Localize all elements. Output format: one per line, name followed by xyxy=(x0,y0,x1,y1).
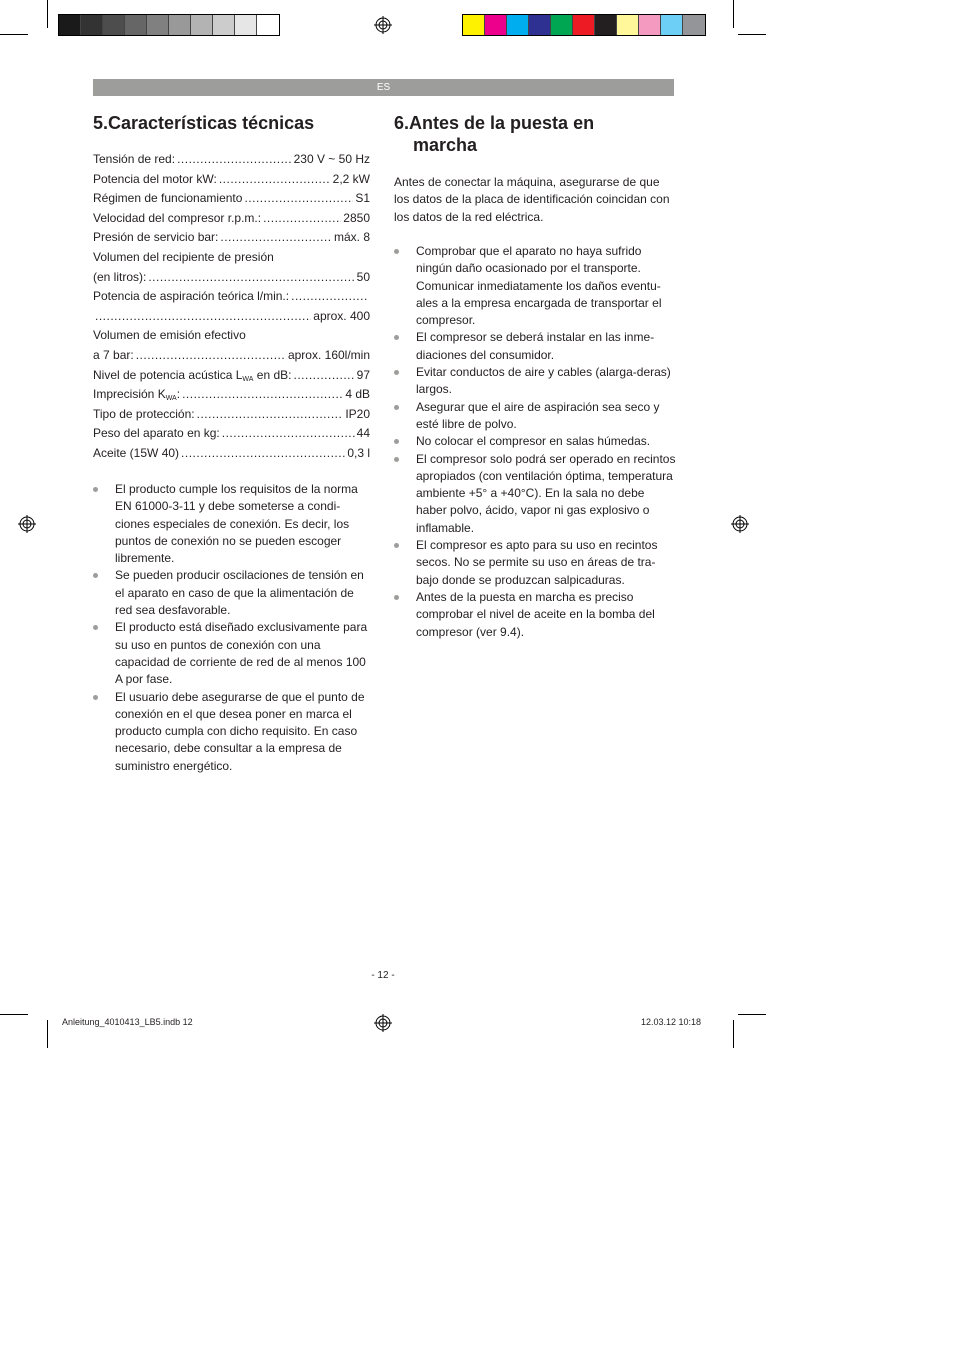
spec-label-text: Volumen de emisión efectivo xyxy=(93,328,246,343)
color-swatch xyxy=(507,15,529,35)
bullet-item xyxy=(394,537,678,589)
section-6-bullet-list xyxy=(394,243,678,641)
dot-leader xyxy=(148,268,354,288)
spec-label-text: a 7 bar: xyxy=(93,347,134,362)
bullet-item xyxy=(394,451,678,537)
spec-row xyxy=(93,424,370,444)
crop-mark xyxy=(0,1014,28,1015)
dot-leader xyxy=(219,170,331,190)
bullet-dot-icon xyxy=(394,405,399,410)
spec-row xyxy=(93,346,370,366)
section-number: 5. xyxy=(93,113,109,133)
bullet-text: Se pueden producir oscilaciones de tensión en el aparato en caso de que la alimentación de red sea desfavorable. xyxy=(115,568,364,618)
grey-swatch xyxy=(257,15,279,35)
bullet-text: El producto está diseñado exclusivamente para su uso en puntos de conexión con una capacidad de corriente de red de al menos 100 A por fase. xyxy=(115,620,368,687)
grey-swatch xyxy=(103,15,125,35)
dot-leader xyxy=(136,346,286,366)
spec-value: S1 xyxy=(355,191,370,206)
bullet-item xyxy=(394,589,678,641)
spec-label xyxy=(93,150,175,170)
bullet-text: El compresor se deberá instalar en las inme-diaciones del consumidor. xyxy=(416,330,655,362)
bullet-text: Asegurar que el aire de aspiración sea seco y esté libre de polvo. xyxy=(416,399,660,431)
bullet-item xyxy=(394,243,678,329)
spec-label xyxy=(93,228,218,248)
spec-label xyxy=(93,287,289,307)
spec-label-text: Presión de servicio bar: xyxy=(93,230,219,245)
color-swatch xyxy=(463,15,485,35)
spec-value: 230 V ~ 50 Hz xyxy=(293,152,370,166)
dot-leader xyxy=(197,405,344,425)
dot-leader xyxy=(182,385,343,405)
technical-specs-list xyxy=(93,150,370,464)
spec-row xyxy=(93,170,370,190)
spec-label-text: Potencia de aspiración teórica l/min.: xyxy=(93,289,290,304)
grey-swatch xyxy=(169,15,191,35)
bullet-text: El compresor es apto para su uso en recintos secos. No se permite su uso en áreas de tra-bajo donde se produzcan salpicaduras. xyxy=(416,538,658,587)
cmyk-color-bar xyxy=(462,14,706,36)
spec-value: máx. 8 xyxy=(333,230,370,245)
language-code: ES xyxy=(376,82,391,93)
color-swatch xyxy=(551,15,573,35)
bullet-dot-icon xyxy=(394,543,399,548)
spec-value: 2850 xyxy=(343,210,370,225)
spec-value: 97 xyxy=(356,367,370,382)
spec-label xyxy=(93,326,370,346)
crop-mark xyxy=(733,1020,734,1048)
bullet-text: El usuario debe asegurarse de que el punto de conexión en el que desea poner en marca el producto cumpla con dicho requisito. En caso necesario, debe consultar a la empresa de suministro energético. xyxy=(115,689,365,773)
spec-value: 2,2 kW xyxy=(332,171,370,186)
spec-row xyxy=(93,287,370,307)
bullet-dot-icon xyxy=(93,573,98,578)
dot-leader xyxy=(177,150,292,170)
spec-row xyxy=(93,444,370,464)
color-swatch xyxy=(529,15,551,35)
spec-value: IP20 xyxy=(345,406,370,421)
color-swatch xyxy=(639,15,661,35)
spec-label-text: (en litros): xyxy=(93,269,147,284)
dot-leader xyxy=(95,307,311,327)
bullet-dot-icon xyxy=(394,439,399,444)
bullet-dot-icon xyxy=(93,625,98,630)
spec-label-text: Régimen de funcionamiento xyxy=(93,191,243,206)
spec-row xyxy=(93,385,370,405)
spec-label-text: Aceite (15W 40) xyxy=(93,445,180,460)
spec-label-text: Imprecisión K xyxy=(93,387,166,402)
spec-row xyxy=(93,307,370,327)
section-title-line1: Antes de la puesta en xyxy=(409,113,595,133)
spec-label xyxy=(93,385,180,405)
spec-row xyxy=(93,268,370,288)
grey-swatch xyxy=(147,15,169,35)
bullet-item xyxy=(394,329,678,364)
spec-label xyxy=(93,268,146,288)
bullet-item xyxy=(93,689,373,775)
spec-value: 0,3 l xyxy=(347,445,370,460)
dot-leader xyxy=(181,444,345,464)
language-header-bar xyxy=(93,79,674,96)
registration-mark-icon xyxy=(731,515,749,533)
bullet-dot-icon xyxy=(93,487,98,492)
spec-label-subscript: WA xyxy=(242,375,254,383)
grey-swatch xyxy=(81,15,103,35)
spec-label xyxy=(93,424,220,444)
spec-label xyxy=(93,209,261,229)
spec-value: 50 xyxy=(356,269,370,284)
spec-label xyxy=(93,248,370,268)
spec-label-text: Potencia del motor kW: xyxy=(93,171,217,186)
spec-label xyxy=(93,405,195,425)
section-6-intro: Antes de conectar la máquina, asegurarse de que los datos de la placa de identificación coincidan con los datos de la red eléctrica. xyxy=(394,175,670,224)
footer-date: 12.03.12 10:18 xyxy=(641,1017,702,1027)
grey-color-bar xyxy=(58,14,280,36)
spec-row xyxy=(93,248,370,268)
color-swatch xyxy=(573,15,595,35)
registration-mark-icon xyxy=(374,1014,392,1032)
bullet-text: Comprobar que el aparato no haya sufrido ningún daño ocasionado por el transporte. Comunicar inmediatamente los daños eventu-ales a la empresa encargada de transportar el compresor. xyxy=(416,244,662,328)
color-swatch xyxy=(683,15,705,35)
spec-label-text: Volumen del recipiente de presión xyxy=(93,249,274,264)
grey-swatch xyxy=(235,15,257,35)
section-number: 6. xyxy=(394,113,410,133)
section-5-heading xyxy=(93,112,314,134)
spec-label xyxy=(93,346,134,366)
registration-mark-icon xyxy=(18,515,36,533)
dot-leader xyxy=(291,287,368,307)
crop-mark xyxy=(738,1014,766,1015)
spec-label xyxy=(93,444,179,464)
bullet-text: Antes de la puesta en marcha es preciso comprobar el nivel de aceite en la bomba del compresor (ver 9.4). xyxy=(416,589,655,639)
bullet-item xyxy=(394,364,678,399)
spec-label xyxy=(93,170,217,190)
grey-swatch xyxy=(59,15,81,35)
section-title-line2: marcha xyxy=(413,135,478,155)
registration-mark-icon xyxy=(374,16,392,34)
spec-label-suffix: : xyxy=(176,387,181,402)
crop-mark xyxy=(0,34,28,35)
footer-file-name: Anleitung_4010413_LB5.indb 12 xyxy=(62,1017,193,1027)
color-swatch xyxy=(617,15,639,35)
spec-label xyxy=(93,189,242,209)
section-5-bullet-list xyxy=(93,481,373,775)
spec-label-text: Peso del aparato en kg: xyxy=(93,426,220,441)
bullet-text: El producto cumple los requisitos de la norma EN 61000-3-11 y debe someterse a condi-ciones especiales de conexión. Es decir, los puntos de conexión no se pueden escoger libremente. xyxy=(115,482,358,566)
dot-leader xyxy=(263,209,341,229)
dot-leader xyxy=(222,424,355,444)
crop-mark xyxy=(738,34,766,35)
spec-row xyxy=(93,228,370,248)
bullet-dot-icon xyxy=(394,249,399,254)
bullet-item xyxy=(93,619,373,688)
color-swatch xyxy=(661,15,683,35)
section-6-heading xyxy=(394,112,594,156)
spec-label-text: Tensión de red: xyxy=(93,152,176,166)
spec-value: 44 xyxy=(356,426,370,441)
bullet-dot-icon xyxy=(394,370,399,375)
spec-row xyxy=(93,150,370,170)
bullet-text: Evitar conductos de aire y cables (alarga-deras) largos. xyxy=(416,365,671,397)
bullet-dot-icon xyxy=(394,595,399,600)
spec-row xyxy=(93,405,370,425)
bullet-text: No colocar el compresor en salas húmedas. xyxy=(416,434,651,449)
spec-row xyxy=(93,326,370,346)
crop-mark xyxy=(733,0,734,28)
bullet-dot-icon xyxy=(394,457,399,462)
bullet-dot-icon xyxy=(394,335,399,340)
grey-swatch xyxy=(125,15,147,35)
spec-label-text: Tipo de protección: xyxy=(93,406,195,421)
bullet-item xyxy=(394,433,678,450)
bullet-dot-icon xyxy=(93,695,98,700)
dot-leader xyxy=(220,228,332,248)
spec-row xyxy=(93,209,370,229)
section-title: Características técnicas xyxy=(108,113,315,133)
spec-label-text: Nivel de potencia acústica L xyxy=(93,367,243,382)
crop-mark xyxy=(47,1020,48,1048)
dot-leader xyxy=(293,366,354,386)
grey-swatch xyxy=(213,15,235,35)
spec-row xyxy=(93,366,370,386)
bullet-item xyxy=(394,399,678,434)
spec-value: aprox. 160l/min xyxy=(287,347,370,362)
color-swatch xyxy=(485,15,507,35)
spec-label-suffix: en dB: xyxy=(253,367,292,382)
spec-value: 4 dB xyxy=(345,387,370,402)
spec-label-text: Velocidad del compresor r.p.m.: xyxy=(93,210,262,225)
grey-swatch xyxy=(191,15,213,35)
dot-leader xyxy=(244,189,353,209)
spec-value: aprox. 400 xyxy=(313,308,370,323)
page-number: - 12 - xyxy=(371,970,395,981)
spec-label-subscript: WA xyxy=(165,395,177,403)
color-swatch xyxy=(595,15,617,35)
bullet-text: El compresor solo podrá ser operado en recintos apropiados (con ventilación óptima, temperatura ambiente +5° a +40°C). En la sala no debe haber polvo, ácido, vapor ni gas explosivo o inflamable. xyxy=(416,451,676,535)
crop-mark xyxy=(47,0,48,28)
spec-label xyxy=(93,366,291,386)
spec-row xyxy=(93,189,370,209)
bullet-item xyxy=(93,481,373,567)
bullet-item xyxy=(93,567,373,619)
